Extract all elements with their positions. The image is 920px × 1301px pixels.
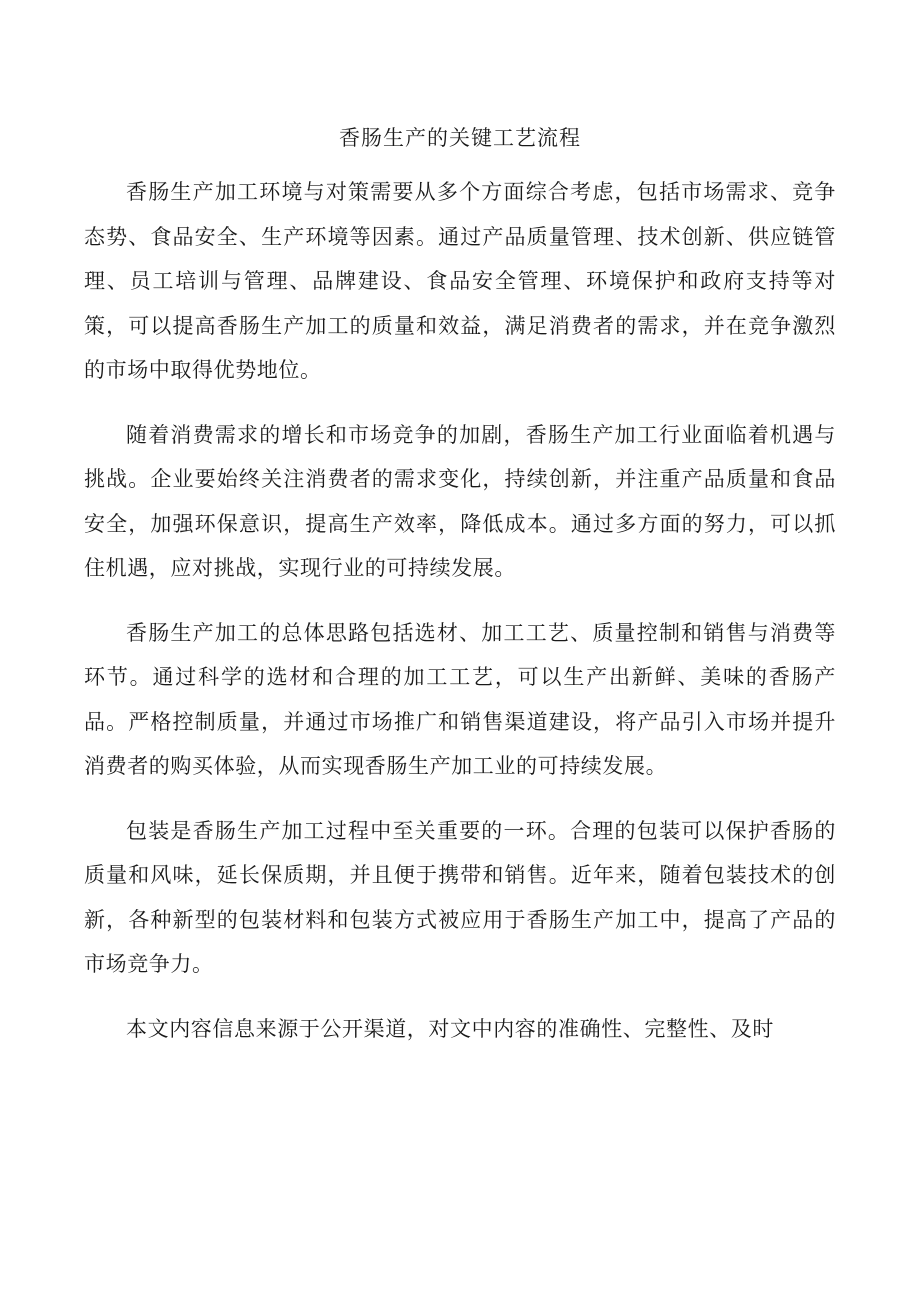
paragraph-1: 香肠生产加工环境与对策需要从多个方面综合考虑，包括市场需求、竞争态势、食品安全、生产环境等因素。通过产品质量管理、技术创新、供应链管理、员工培训与管理、品牌建设、食品安全管理、环境保护和政府支持等对策，可以提高香肠生产加工的质量和效益，满足消费者的需求，并在竞争激烈的市场中取得优势地位。 [84,180,836,382]
paragraph-2: 随着消费需求的增长和市场竞争的加剧，香肠生产加工行业面临着机遇与挑战。企业要始终关注消费者的需求变化，持续创新，并注重产品质量和食品安全，加强环保意识，提高生产效率，降低成本。通过多方面的努力，可以抓住机遇，应对挑战，实现行业的可持续发展。 [84,422,836,580]
paragraph-3: 香肠生产加工的总体思路包括选材、加工工艺、质量控制和销售与消费等环节。通过科学的选材和合理的加工工艺，可以生产出新鲜、美味的香肠产品。严格控制质量，并通过市场推广和销售渠道建设，将产品引入市场并提升消费者的购买体验，从而实现香肠生产加工业的可持续发展。 [84,620,836,778]
paragraph-4: 包装是香肠生产加工过程中至关重要的一环。合理的包装可以保护香肠的质量和风味，延长保质期，并且便于携带和销售。近年来，随着包装技术的创新，各种新型的包装材料和包装方式被应用于香肠生产加工中，提高了产品的市场竞争力。 [84,818,836,976]
document-body [84,170,836,1071]
document-title: 香肠生产的关键工艺流程 [339,126,581,150]
paragraph-5: 本文内容信息来源于公开渠道，对文中内容的准确性、完整性、及时 [126,1016,774,1041]
